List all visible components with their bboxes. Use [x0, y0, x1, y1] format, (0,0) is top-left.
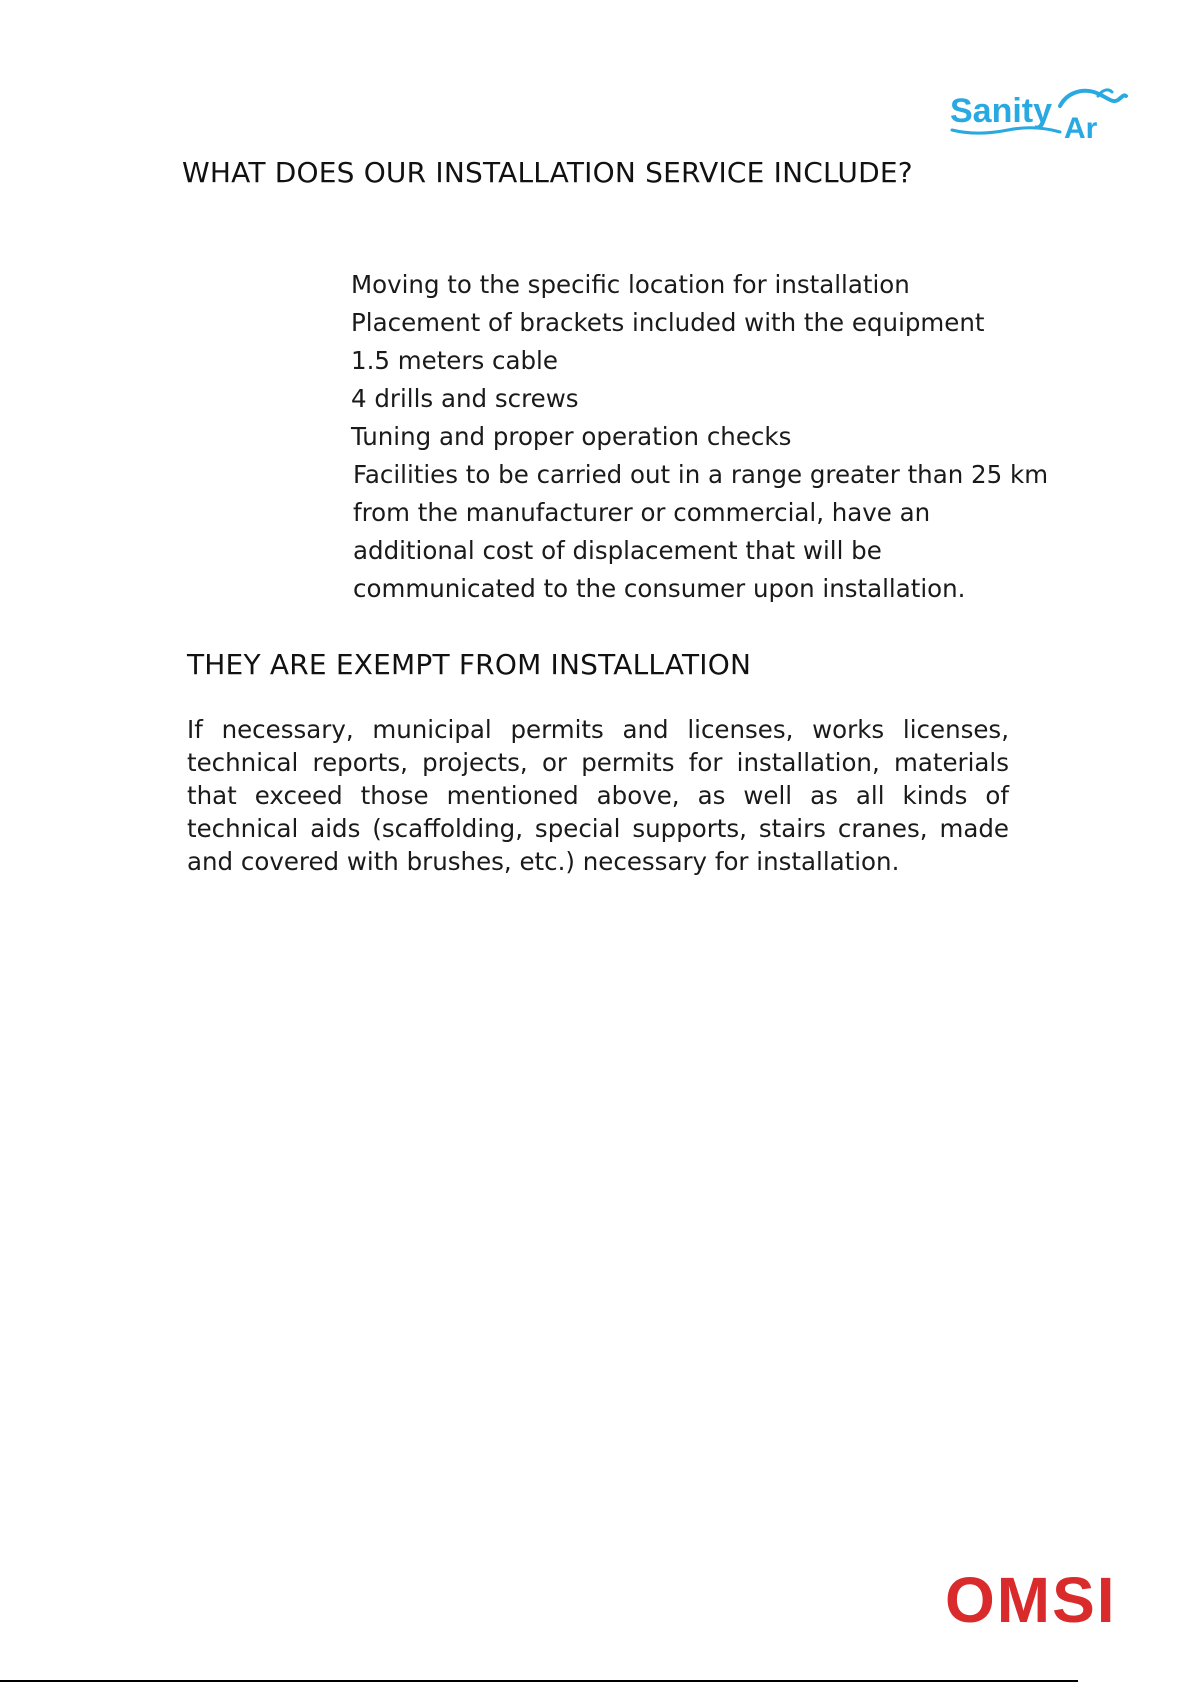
list-item: Placement of brackets included with the equipment [351, 308, 985, 337]
exempt-paragraph: If necessary, municipal permits and licenses, works licenses, technical reports, projects, or permits for installation, materials that exceed those mentioned above, as well as all kinds of technical aids (scaffolding, special supports, stairs cranes, made and covered with brushes, etc.) necessary for installation. [187, 715, 1009, 876]
list-item: 1.5 meters cable [351, 346, 558, 375]
list-item: Moving to the specific location for installation [351, 270, 910, 299]
footer-rule [0, 1680, 1078, 1682]
sanityar-logo-word2: Ar [1064, 112, 1098, 145]
list-item: 4 drills and screws [351, 384, 579, 413]
omsi-logo-graphic [943, 1566, 1149, 1632]
sanityar-logo [948, 86, 1130, 146]
omsi-logo [943, 1566, 1149, 1632]
included-items-list [351, 266, 1051, 608]
sanityar-logo-graphic [948, 86, 1130, 146]
list-item: Facilities to be carried out in a range greater than 25 km from the manufacturer or commercial, have an additional cost of displacement that will be communicated to the consumer upon installation. [353, 460, 1049, 603]
exempt-section-heading: THEY ARE EXEMPT FROM INSTALLATION [187, 648, 752, 681]
list-item: Tuning and proper operation checks [351, 422, 792, 451]
included-section-heading: WHAT DOES OUR INSTALLATION SERVICE INCLUDE? [182, 156, 913, 189]
omsi-logo-text: OMSI [945, 1566, 1117, 1632]
sanityar-logo-word1: Sanity [950, 92, 1053, 130]
